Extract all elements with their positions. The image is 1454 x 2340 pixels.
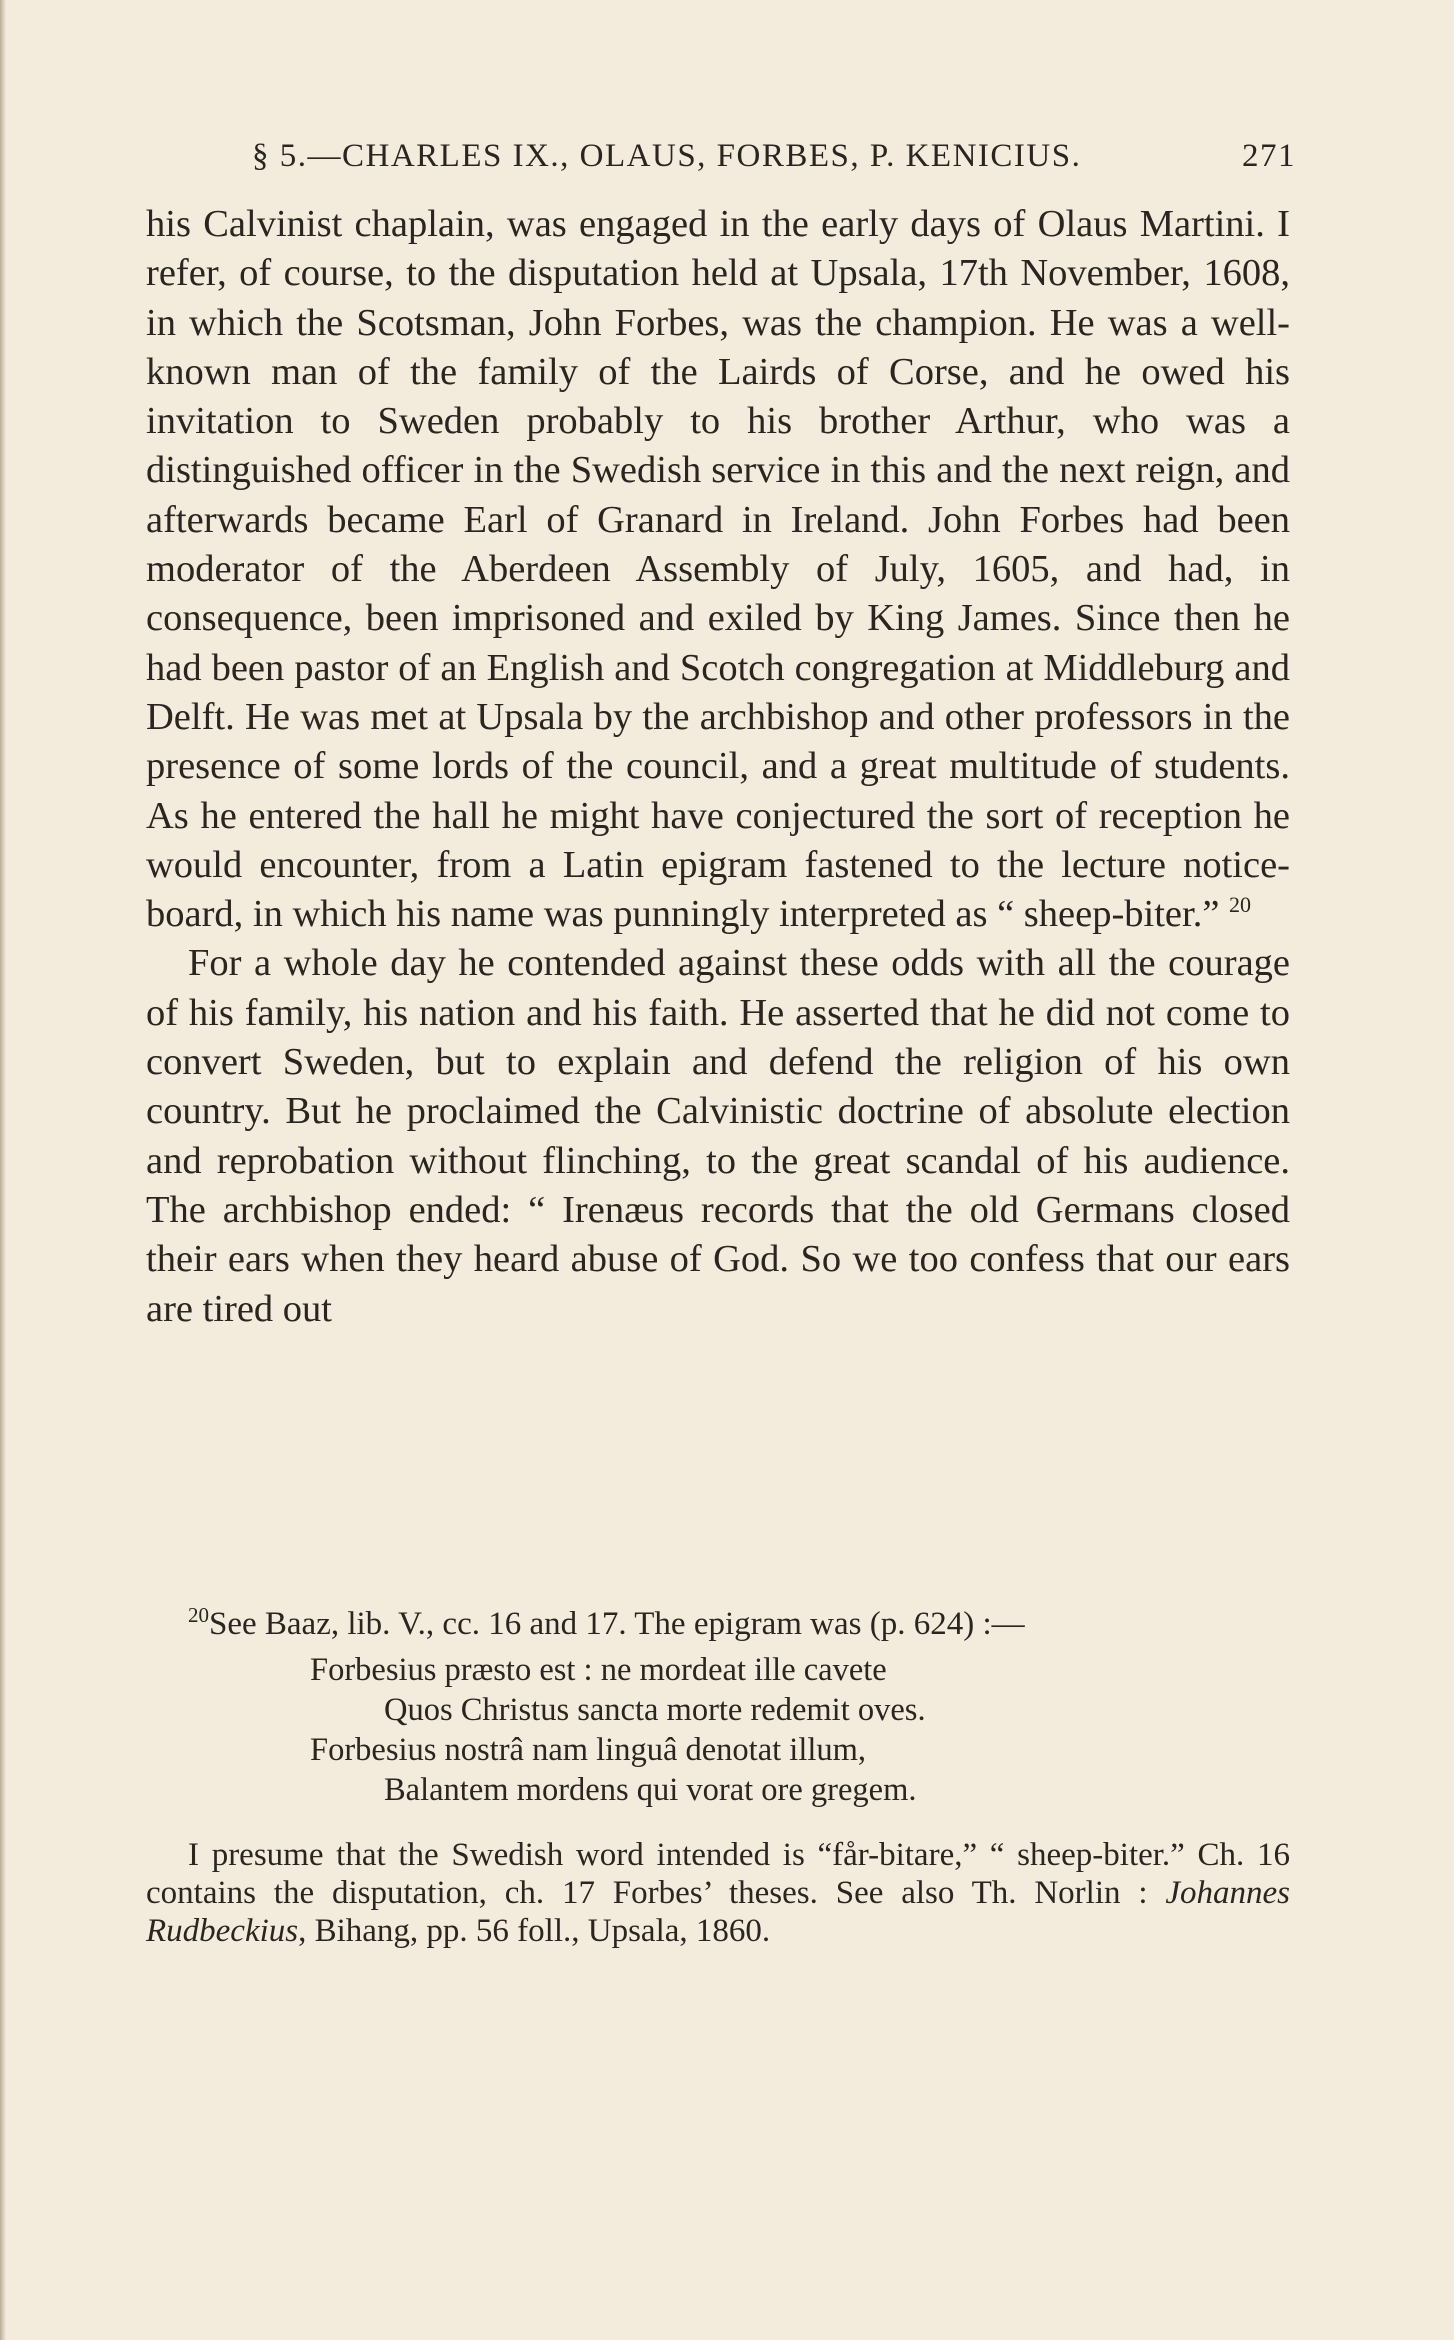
footnote-marker: 20 [188, 1603, 209, 1627]
paragraph [146, 200, 1290, 939]
book-title: Johannes Rudbeckius [146, 1875, 1290, 1949]
footnote-closing-text: , Bihang, pp. 56 foll., Upsala, 1860. [298, 1913, 771, 1949]
paragraph-text: his Calvinist chaplain, was engaged in the early days of Olaus Martini. I refer, of course, to the disputation held at Upsala, 17th November, 1608, in which the Scotsman, John Forbes, was the champion. He was a well-known man of the family of the Lairds of Corse, and he owed his invitation to Sweden probably to his brother Arthur, who was a distinguished officer in the Swedish service in this and the next reign, and afterwards became Earl of Granard in Ireland. John Forbes had been moderator of the Aberdeen Assembly of July, 1605, and had, in consequence, been imprisoned and exiled by King James. Since then he had been pastor of an English and Scotch congregation at Middleburg and Delft. He was met at Upsala by the archbishop and other professors in the presence of some lords of the council, and a great multitude of students. As he entered the hall he might have conjectured the sort of reception he would encounter, from a Latin epigram fastened to the lecture notice-board, in which his name was punningly interpreted as “ sheep-biter.” [146, 203, 1290, 936]
paragraph: For a whole day he contended against these odds with all the courage of his family, his nation and his faith. He asserted that he did not come to convert Sweden, but to explain and defend the religion of his own country. But he proclaimed the Calvinistic doctrine of absolute election and reprobation without flinching, to the great scandal of his audience. The archbishop ended: “ Irenæus records that the old Germans closed their ears when they heard abuse of God. So we too confess that our ears are tired out [146, 942, 1290, 1330]
verse-line: Balantem mordens qui vorat ore gregem. [384, 1772, 917, 1808]
footnote-intro-text: See Baaz, lib. V., cc. 16 and 17. The epigram was (p. 624) :— [209, 1606, 1025, 1642]
running-head [252, 138, 1296, 188]
page-number: 271 [1242, 138, 1296, 174]
running-head-title: § 5.—CHARLES IX., OLAUS, FORBES, P. KENICIUS. [252, 138, 1082, 174]
verse-line: Forbesius præsto est : ne mordeat ille cavete [310, 1652, 887, 1688]
page-edge-shadow [0, 0, 6, 2340]
main-text [146, 200, 1290, 1334]
footnote-closing-text: I presume that the Swedish word intended is “får-bitare,” “ sheep-biter.” Ch. 16 contains the disputation, ch. 17 Forbes’ theses. See also Th. Norlin : [146, 1837, 1290, 1911]
epigram-verse [310, 1650, 1290, 1810]
verse-line: Quos Christus sancta morte redemit oves. [384, 1692, 926, 1728]
footnote [146, 1605, 1290, 1950]
footnote-reference: 20 [1229, 892, 1252, 918]
footnote-closing [146, 1836, 1290, 1950]
verse-line: Forbesius nostrâ nam linguâ denotat illum, [310, 1732, 867, 1768]
footnote-intro [146, 1605, 1290, 1643]
